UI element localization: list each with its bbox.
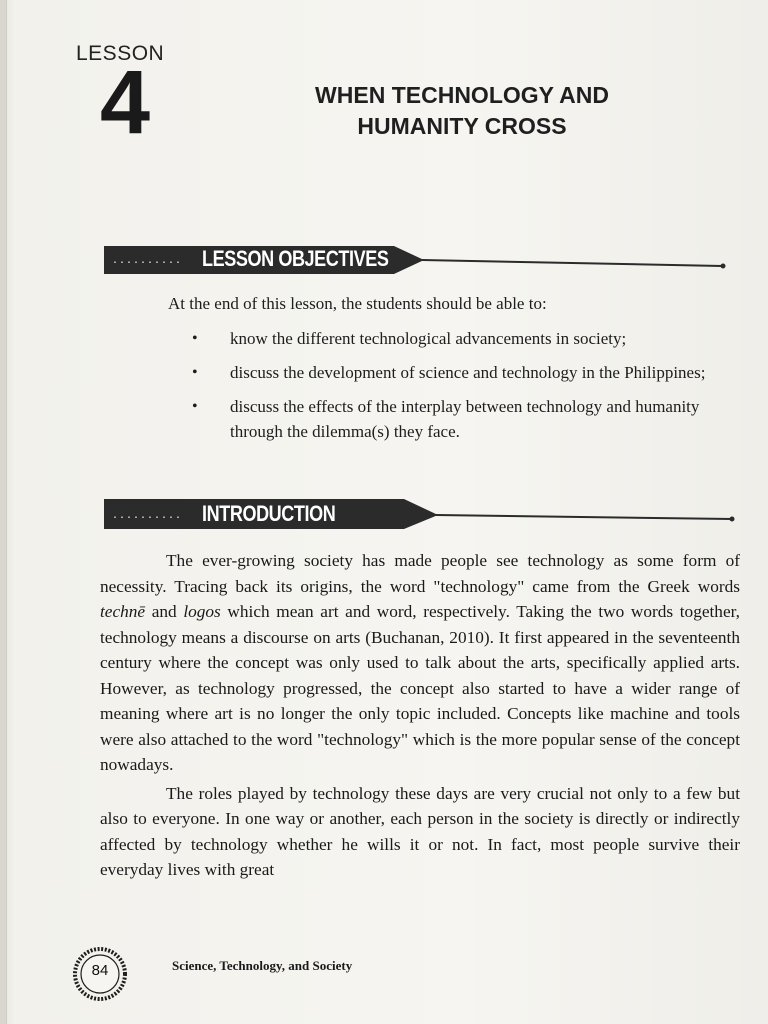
introduction-banner [104,497,738,533]
lesson-number: 4 [100,53,151,153]
lesson-objectives-banner [104,242,728,278]
lesson-label: LESSON [76,42,165,65]
page-number: 84 [91,962,109,979]
banner-arrow-shape [104,497,738,533]
lesson-title-line2: HUMANITY CROSS [357,113,567,139]
lesson-title-line1: WHEN TECHNOLOGY AND [315,82,609,108]
introduction-heading: INTRODUCTION [202,501,336,526]
book-title: Science, Technology, and Society [172,958,353,973]
paragraph: The ever-growing society has made people see technology as some form of necessity. Tracing back its origins, the word "technology" came from the Greek words technē and logos which mean art and word, respectively. Taking the two words together, technology means a discourse on arts (Buchanan, 2010). It first appeared in the seventeenth century where the concept was only used to talk about the arts, specifically applied arts. However, as technology progressed, the concept also started to have a wider range of meaning where art is no longer the only topic included. Concepts like machine and tools were also attached to the word "technology" which is the more popular sense of the concept nowadays. [100,551,740,774]
banner-dots: ·········· [112,513,183,524]
objectives-list [186,326,742,453]
lesson-objectives-heading: LESSON OBJECTIVES [202,246,389,271]
objective-item: • discuss the development of science and technology in the Philippines; [186,360,742,385]
greek-term: logos [183,602,221,621]
bullet-icon: • [192,364,198,381]
paragraph: The roles played by technology these days are very crucial not only to a few but also to everyone. In one way or another, each person in the society is directly or indirectly affected by technology whether he wills it or not. In fact, most people survive their everyday lives with great [100,783,740,879]
objective-item: • discuss the effects of the interplay between technology and humanity through the dilemma(s) they face. [186,394,742,444]
banner-dots: ·········· [112,258,183,269]
greek-term: technē [100,602,146,621]
banner-arrow-shape [104,242,728,278]
objective-item: • know the different technological advancements in society; [186,326,742,351]
binding-edge [0,0,7,1024]
bullet-icon: • [192,330,198,347]
introduction-body [100,548,740,883]
lesson-title [260,80,664,142]
objectives-intro: At the end of this lesson, the students should be able to: [168,294,547,313]
bullet-icon: • [192,398,198,415]
